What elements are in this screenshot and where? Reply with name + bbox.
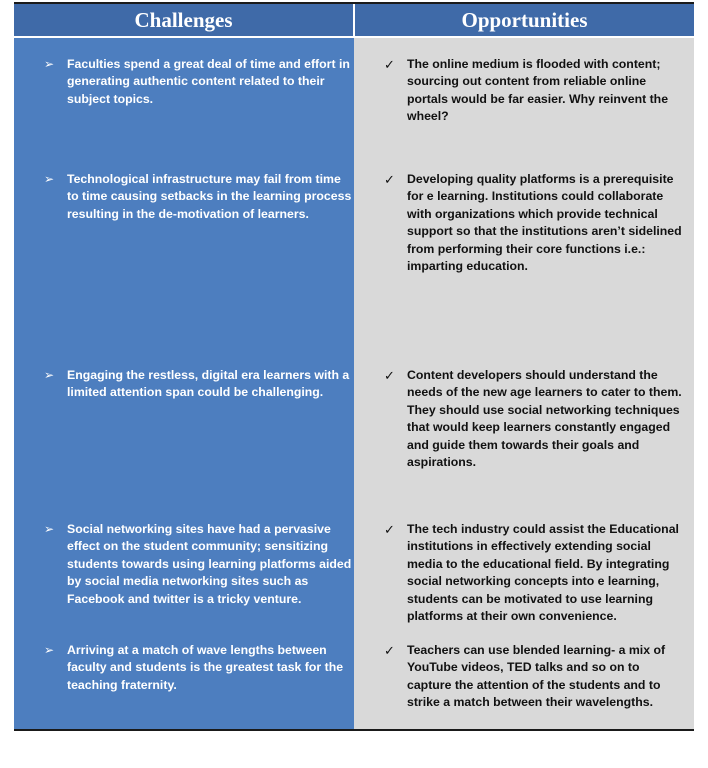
checkmark-icon: ✓ bbox=[384, 522, 395, 537]
opportunity-text: The online medium is flooded with content; sourcing out content from reliable online portals would be far easier. Why reinvent the wheel? bbox=[407, 57, 669, 124]
header-underline bbox=[14, 36, 694, 38]
challenges-header: Challenges bbox=[14, 4, 353, 36]
opportunity-text: Content developers should understand the needs of the new age learners to cater to them. They should use social networking techniques that would keep learners constantly engaged and guide them towards their goals and aspirations. bbox=[407, 368, 682, 470]
challenge-text: Engaging the restless, digital era learners with a limited attention span could be challenging. bbox=[67, 368, 350, 400]
opportunity-text: Teachers can use blended learning- a mix of YouTube videos, TED talks and so on to capture the attention of the students and to strike a match between their wavelengths. bbox=[407, 643, 666, 710]
arrow-bullet-icon: ➢ bbox=[44, 643, 55, 657]
checkmark-icon: ✓ bbox=[384, 643, 395, 658]
checkmark-icon: ✓ bbox=[384, 57, 395, 72]
arrow-bullet-icon: ➢ bbox=[44, 368, 55, 382]
opportunities-header: Opportunities bbox=[355, 4, 694, 36]
arrow-bullet-icon: ➢ bbox=[44, 522, 55, 536]
arrow-bullet-icon: ➢ bbox=[44, 172, 55, 186]
arrow-bullet-icon: ➢ bbox=[44, 57, 55, 71]
checkmark-icon: ✓ bbox=[384, 368, 395, 383]
opportunity-text: Developing quality platforms is a prerequisite for e learning. Institutions could collaborate with organizations which provide technical support so that the institutions aren’t sidelined from performing their core functions i.e.: imparting education. bbox=[407, 172, 682, 274]
challenge-text: Faculties spend a great deal of time and effort in generating authentic content related to their subject topics. bbox=[67, 57, 350, 106]
table-bottom-border bbox=[14, 729, 694, 731]
checkmark-icon: ✓ bbox=[384, 172, 395, 187]
header-divider bbox=[353, 4, 355, 36]
challenge-text: Arriving at a match of wave lengths between faculty and students is the greatest task for the teaching fraternity. bbox=[67, 643, 344, 692]
challenge-text: Social networking sites have had a pervasive effect on the student community; sensitizing students towards using learning platforms aided by social media networking sites such as Facebook and twitter is a tricky venture. bbox=[67, 522, 352, 606]
opportunity-text: The tech industry could assist the Educational institutions in effectively extending social media to the educational field. By integrating social networking concepts into e learning, students can be motivated to use learning platforms at their own convenience. bbox=[407, 522, 679, 624]
challenge-text: Technological infrastructure may fail from time to time causing setbacks in the learning process resulting in the de-motivation of learners. bbox=[67, 172, 352, 221]
